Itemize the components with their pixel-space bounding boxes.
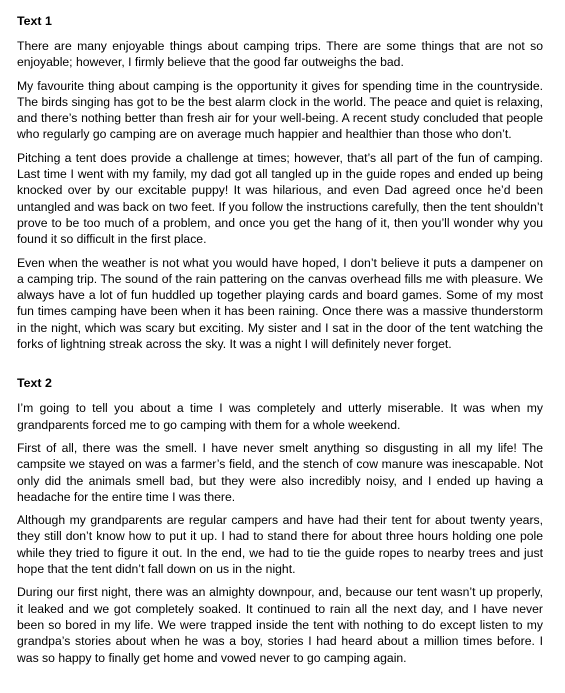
text-1-heading: Text 1: [17, 14, 52, 28]
text-1-paragraph-4: Even when the weather is not what you would have hoped, I don’t believe it puts a dampener on a camping trip. The sound of the rain pattering on the canvas overhead fills me with pleasure. We always have a lot of fun huddled up together playing cards and board games. Some of my most fun times camping have been when it has been raining. Once there was a massive thunderstorm in the night, which was scary but exciting. My sister and I sat in the door of the tent watching the forks of lightning streak across the sky. It was a night I will definitely never forget.: [17, 255, 543, 352]
text-2-paragraph-3: Although my grandparents are regular campers and have had their tent for about twenty years, they still don’t know how to put it up. I had to stand there for about three hours holding one pole while they tried to figure it out. In the end, we had to tie the guide ropes to nearby trees and just hope that the tent didn’t fall down on us in the night.: [17, 513, 543, 577]
text-1-paragraph-2: My favourite thing about camping is the opportunity it gives for spending time in the countryside. The birds singing has got to be the best alarm clock in the world. The peace and quiet is relaxing, and there’s nothing better than fresh air for your well-being. A recent study concluded that people who regularly go camping are on average much happier and healthier than those who don’t.: [17, 78, 543, 142]
text-2-section: [17, 376, 543, 665]
text-2-paragraph-1: I’m going to tell you about a time I was completely and utterly miserable. It was when my grandparents forced me to go camping with them for a whole weekend.: [17, 401, 543, 432]
text-2-paragraph-2: First of all, there was the smell. I have never smelt anything so disgusting in all my life! The campsite we stayed on was a farmer’s field, and the stench of cow manure was inescapable. Not only did the animals smell bad, but they were also incredibly noisy, and I ended up having a headache for the entire time I was there.: [17, 440, 543, 504]
text-1-paragraph-1: There are many enjoyable things about camping trips. There are some things that are not so enjoyable; however, I firmly believe that the good far outweighs the bad.: [17, 39, 543, 70]
text-1-paragraph-3: Pitching a tent does provide a challenge at times; however, that’s all part of the fun of camping. Last time I went with my family, my dad got all tangled up in the guide ropes and ended up being knocked over by our excitable puppy! It was hilarious, and even Dad agreed once he’d been untangled and was back on two feet. If you follow the instructions carefully, then the tent shouldn’t prove to be too much of a problem, and once you get the hang of it, then you’ll wonder why you found it so difficult in the first place.: [17, 150, 543, 247]
text-2-paragraph-4: During our first night, there was an almighty downpour, and, because our tent wasn’t up properly, it leaked and we got completely soaked. It continued to rain all the next day, and I have never been so bored in my life. We were trapped inside the tent with nothing to do except listen to my grandpa’s stories about when he was a boy, stories I had heard about a million times before. I was so happy to finally get home and vowed never to go camping again.: [17, 585, 543, 665]
text-1-section: [17, 14, 543, 352]
text-2-heading: Text 2: [17, 376, 52, 391]
